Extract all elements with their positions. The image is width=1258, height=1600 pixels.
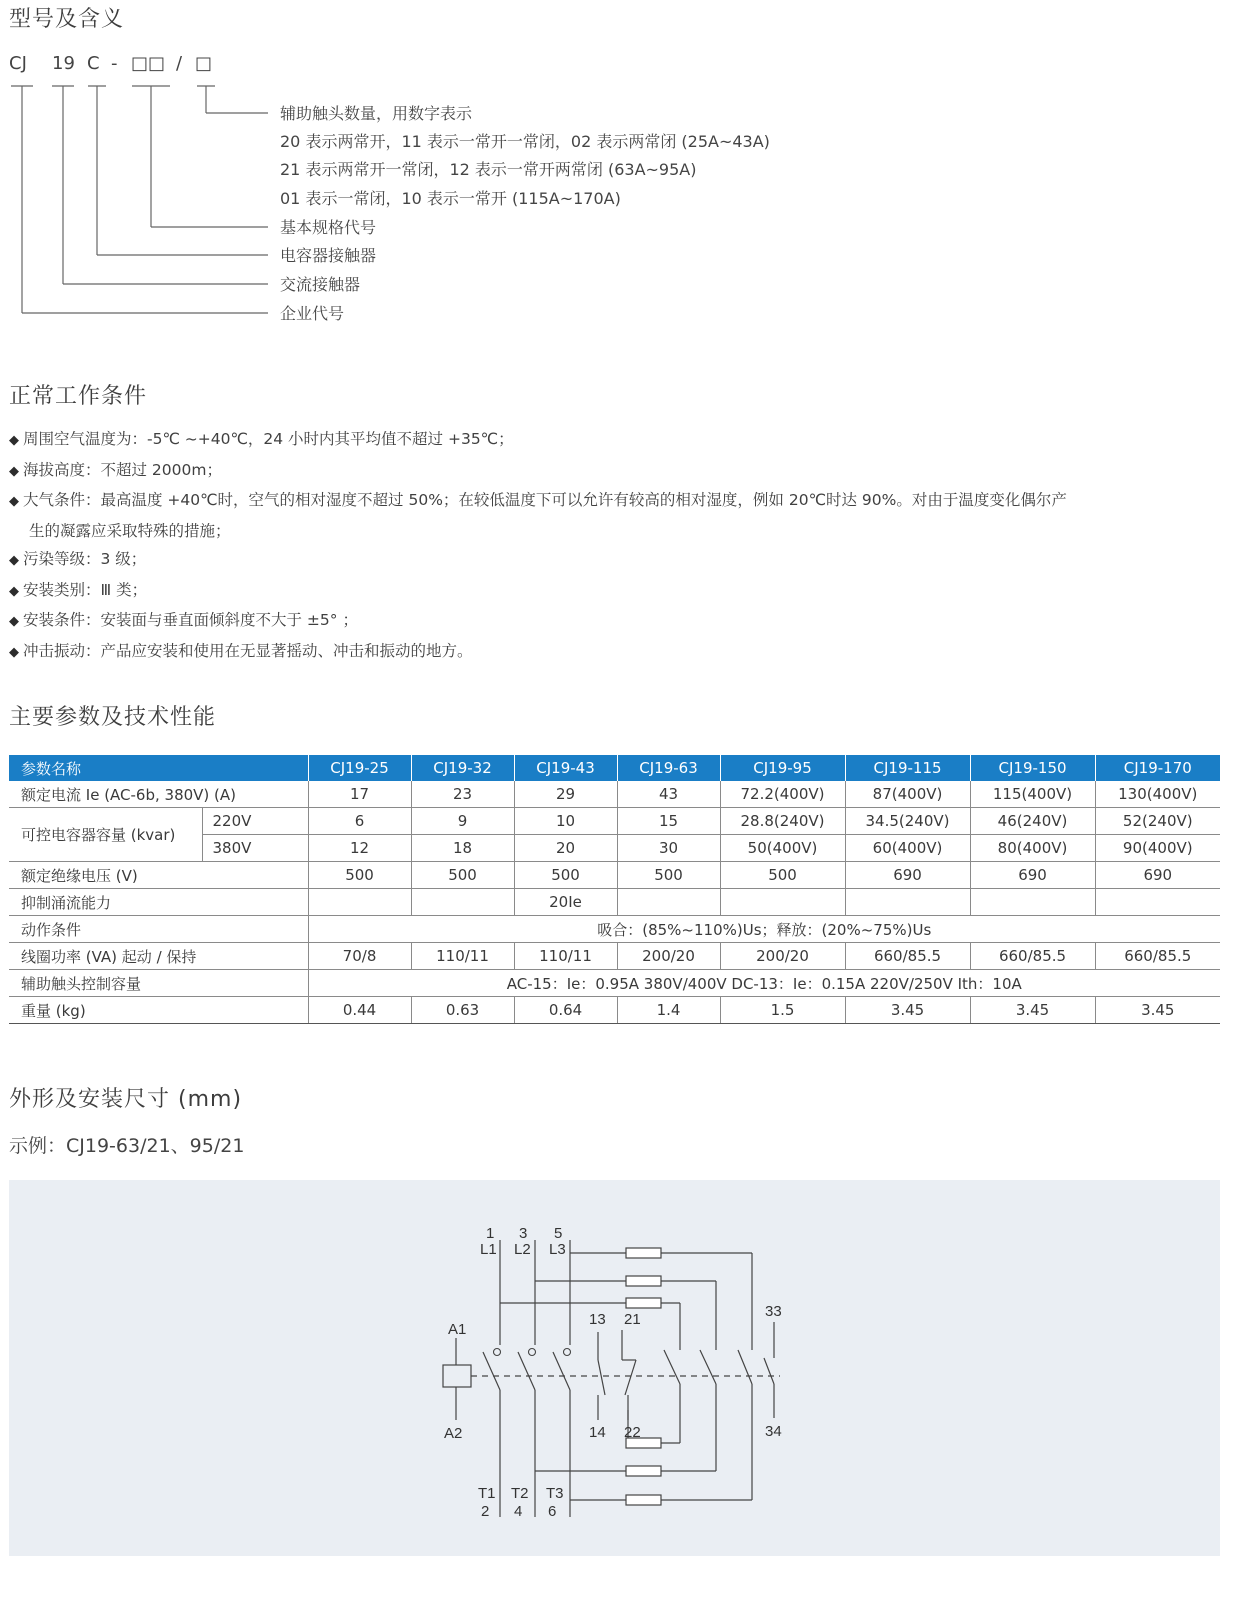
table-row: 辅助触头控制容量 AC-15：Ie：0.95A 380V/400V DC-13：Ie：0.15A 220V/250V Ith：10A — [9, 970, 1220, 997]
terminal-l3: L3 — [549, 1241, 566, 1258]
terminal-4: 4 — [514, 1503, 523, 1520]
table-row: 额定绝缘电压 (V) 500 500 500 500 500 690 690 690 — [9, 862, 1220, 889]
header-cj19-150: CJ19-150 — [970, 755, 1095, 781]
model-code-c: C — [87, 53, 100, 74]
terminal-l1: L1 — [480, 1241, 497, 1258]
header-cj19-63: CJ19-63 — [617, 755, 720, 781]
terminal-t3: T3 — [546, 1485, 564, 1502]
meaning-aux-115-170: 01 表示一常闭，10 表示一常开 (115A~170A) — [280, 189, 621, 208]
table-row: 380V 12 18 20 30 50(400V) 60(400V) 80(400V) 90(400V) — [9, 835, 1220, 862]
condition-item: ◆ 海拔高度：不超过 2000m； — [9, 460, 222, 479]
table-row: 额定电流 Ie (AC-6b, 380V) (A) 17 23 29 43 72.2(400V) 87(400V) 115(400V) 130(400V) — [9, 781, 1220, 808]
header-cj19-43: CJ19-43 — [514, 755, 617, 781]
aux-21: 21 — [624, 1311, 641, 1328]
header-cj19-25: CJ19-25 — [308, 755, 411, 781]
conditions-section-title: 正常工作条件 — [9, 384, 148, 409]
condition-item-continued: 生的凝露应采取特殊的措施； — [29, 521, 231, 540]
terminal-2: 2 — [481, 1503, 490, 1520]
example-text: 示例：CJ19-63/21、95/21 — [9, 1135, 245, 1157]
terminal-l2: L2 — [514, 1241, 531, 1258]
header-cj19-115: CJ19-115 — [845, 755, 970, 781]
aux-13: 13 — [589, 1311, 606, 1328]
aux-22: 22 — [624, 1424, 641, 1441]
table-row: 线圈功率 (VA) 起动 / 保持 70/8 110/11 110/11 200/20 200/20 660/85.5 660/85.5 660/85.5 — [9, 943, 1220, 970]
terminal-1: 1 — [486, 1225, 495, 1242]
header-cj19-170: CJ19-170 — [1095, 755, 1220, 781]
header-param-name: 参数名称 — [9, 755, 308, 781]
model-code-boxes: □□ — [131, 53, 166, 74]
meaning-company-code: 企业代号 — [280, 304, 345, 323]
terminal-t2: T2 — [511, 1485, 529, 1502]
meaning-aux-25-43: 20 表示两常开，11 表示一常开一常闭，02 表示两常闭 (25A~43A) — [280, 132, 770, 151]
table-row: 可控电容器容量 (kvar) 220V 6 9 10 15 28.8(240V) 34.5(240V) 46(240V) 52(240V) — [9, 808, 1220, 835]
condition-item: ◆ 安装类别：Ⅲ 类； — [9, 580, 148, 599]
condition-item: ◆ 冲击振动：产品应安装和使用在无显著摇动、冲击和振动的地方。 — [9, 641, 473, 660]
table-row: 重量 (kg) 0.44 0.63 0.64 1.4 1.5 3.45 3.45 3.45 — [9, 997, 1220, 1024]
meaning-aux-63-95: 21 表示两常开一常闭，12 表示一常开两常闭 (63A~95A) — [280, 160, 697, 179]
model-code-slash: / — [176, 53, 183, 74]
model-code-cj: CJ — [9, 53, 27, 74]
terminal-6: 6 — [548, 1503, 557, 1520]
model-code-box: □ — [195, 53, 213, 74]
model-section-title: 型号及含义 — [9, 7, 125, 32]
meaning-spec-code: 基本规格代号 — [280, 218, 377, 237]
header-cj19-32: CJ19-32 — [411, 755, 514, 781]
terminal-5: 5 — [554, 1225, 563, 1242]
terminal-t1: T1 — [478, 1485, 496, 1502]
table-row: 抑制涌流能力 20Ie — [9, 889, 1220, 916]
coil-a1: A1 — [448, 1321, 467, 1338]
aux-33: 33 — [765, 1303, 782, 1320]
condition-item: ◆ 污染等级：3 级； — [9, 550, 147, 568]
model-code-19: 19 — [52, 53, 75, 74]
condition-item: ◆ 周围空气温度为：-5℃ ~+40℃，24 小时内其平均值不超过 +35℃； — [9, 430, 514, 448]
terminal-3: 3 — [519, 1225, 528, 1242]
header-cj19-95: CJ19-95 — [720, 755, 845, 781]
table-row: 动作条件 吸合：(85%~110%)Us；释放：(20%~75%)Us — [9, 916, 1220, 943]
params-section-title: 主要参数及技术性能 — [9, 705, 217, 730]
aux-14: 14 — [589, 1424, 606, 1441]
model-code-dash: - — [111, 53, 118, 74]
aux-34: 34 — [765, 1423, 782, 1440]
dims-section-title: 外形及安装尺寸 (mm) — [9, 1087, 243, 1112]
meaning-capacitor-contactor: 电容器接触器 — [280, 246, 377, 265]
meaning-ac-contactor: 交流接触器 — [280, 275, 361, 294]
meaning-aux-count: 辅助触头数量，用数字表示 — [280, 104, 473, 123]
condition-item: ◆ 大气条件：最高温度 +40℃时，空气的相对湿度不超过 50%；在较低温度下可以允许有较高的相对湿度，例如 20℃时达 90%。对由于温度变化偶尔产 — [9, 491, 1067, 509]
coil-a2: A2 — [444, 1425, 463, 1442]
condition-item: ◆ 安装条件：安装面与垂直面倾斜度不大于 ±5° ； — [9, 611, 358, 629]
